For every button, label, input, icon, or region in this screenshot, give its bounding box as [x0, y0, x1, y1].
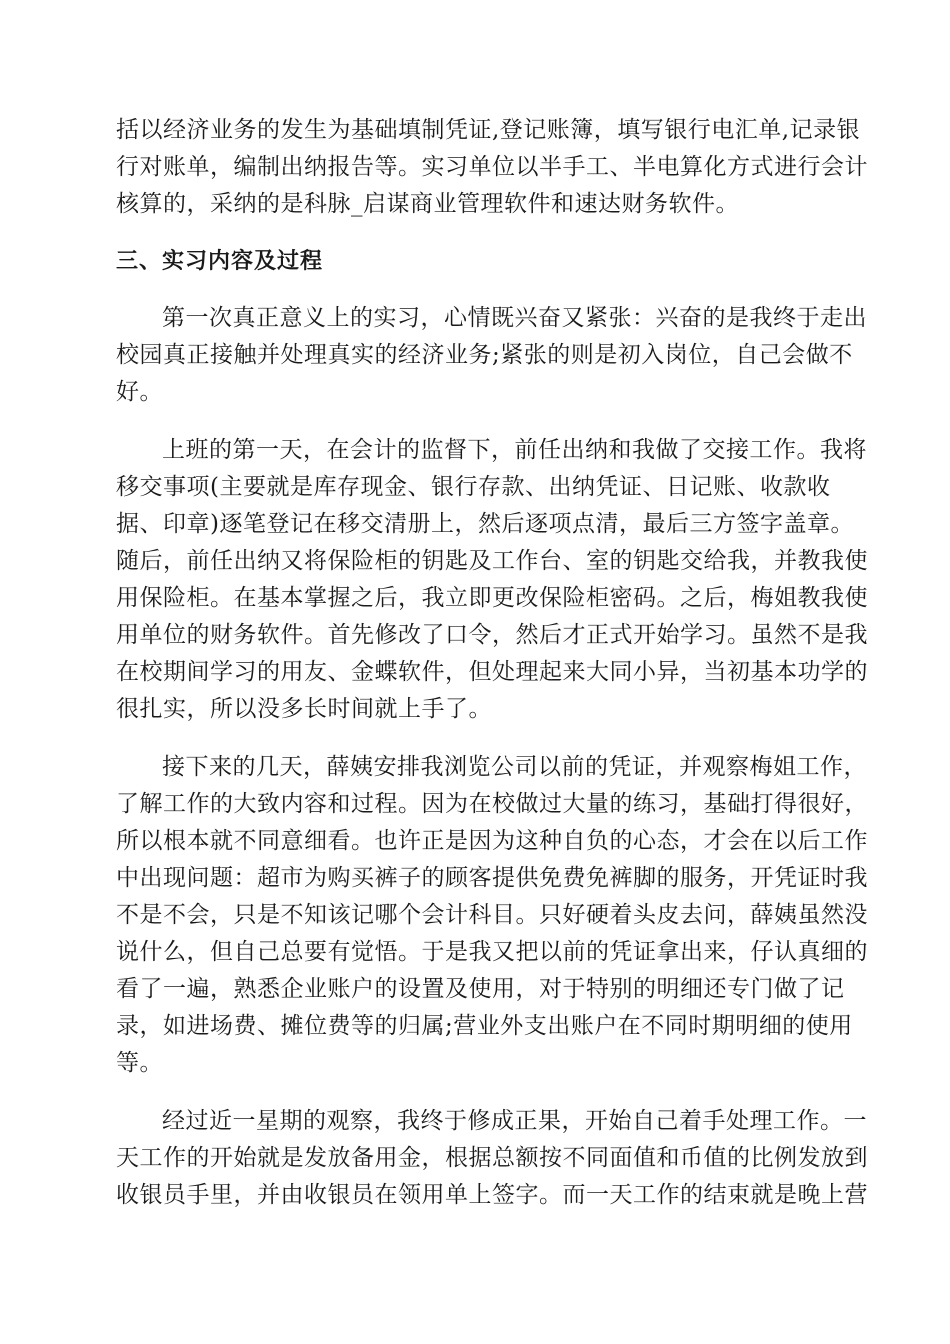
text-line: 第一次真正意义上的实习，心情既兴奋又紧张：兴奋的是我终于走出 [162, 305, 867, 331]
spacer [116, 280, 836, 300]
text-line: 说什么，但自己总要有觉悟。于是我又把以前的凭证拿出来，仔认真细的 [116, 939, 868, 965]
spacer [116, 1082, 836, 1103]
text-line: 好。 [116, 379, 163, 405]
text-line: 核算的，采纳的是科脉_启谋商业管理软件和速达财务软件。 [116, 191, 739, 217]
text-line: 接下来的几天，薛姨安排我浏览公司以前的凭证，并观察梅姐工作， [162, 754, 867, 780]
text-line: 很扎实，所以没多长时间就上手了。 [116, 696, 492, 722]
text-line: 在校期间学习的用友、金蝶软件，但处理起来大同小异，当初基本功学的 [116, 659, 868, 685]
text-line: 校园真正接触并处理真实的经济业务;紧张的则是初入岗位，自己会做不 [116, 342, 853, 368]
text-line: 括以经济业务的发生为基础填制凭证,登记账簿，填写银行电汇单,记录银 [116, 117, 861, 143]
text-line: 等。 [116, 1050, 163, 1076]
spacer [116, 411, 836, 432]
text-line: 经过近一星期的观察，我终于修成正果，开始自己着手处理工作。一 [162, 1108, 867, 1134]
text-line: 上班的第一天，在会计的监督下，前任出纳和我做了交接工作。我将 [162, 437, 867, 463]
text-line: 看了一遍，熟悉企业账户的设置及使用，对于特别的明细还专门做了记 [116, 976, 845, 1002]
spacer [116, 728, 836, 749]
paragraph-3 [116, 749, 868, 1082]
text-line: 收银员手里，并由收银员在领用单上签字。而一天工作的结束就是晚上营 [116, 1182, 868, 1208]
paragraph-4 [116, 1103, 868, 1214]
paragraph-1 [116, 300, 867, 411]
paragraph-intro [116, 112, 868, 223]
text-line: 移交事项(主要就是库存现金、银行存款、出纳凭证、日记账、收款收 [116, 474, 831, 500]
text-line: 录，如进场费、摊位费等的归属;营业外支出账户在不同时期明细的使用 [116, 1013, 853, 1039]
document-body [116, 112, 868, 1214]
text-line: 用保险柜。在基本掌握之后，我立即更改保险柜密码。之后，梅姐教我使 [116, 585, 868, 611]
text-line: 了解工作的大致内容和过程。因为在校做过大量的练习，基础打得很好， [116, 791, 868, 817]
section-heading: 三、实习内容及过程 [116, 249, 324, 274]
text-line: 随后，前任出纳又将保险柜的钥匙及工作台、室的钥匙交给我，并教我使 [116, 548, 868, 574]
spacer [116, 223, 836, 243]
text-line: 天工作的开始就是发放备用金，根据总额按不同面值和币值的比例发放到 [116, 1145, 868, 1171]
text-line: 用单位的财务软件。首先修改了口令，然后才正式开始学习。虽然不是我 [116, 622, 868, 648]
text-line: 中出现问题：超市为购买裤子的顾客提供免费免裤脚的服务，开凭证时我 [116, 865, 868, 891]
text-line: 行对账单，编制出纳报告等。实习单位以半手工、半电算化方式进行会计 [116, 154, 868, 180]
text-line: 不是不会，只是不知该记哪个会计科目。只好硬着头皮去问，薛姨虽然没 [116, 902, 868, 928]
paragraph-2 [116, 432, 868, 728]
text-line: 所以根本就不同意细看。也许正是因为这种自负的心态，才会在以后工作 [116, 828, 868, 854]
text-line: 据、印章)逐笔登记在移交清册上，然后逐项点清，最后三方签字盖章。 [116, 511, 854, 537]
